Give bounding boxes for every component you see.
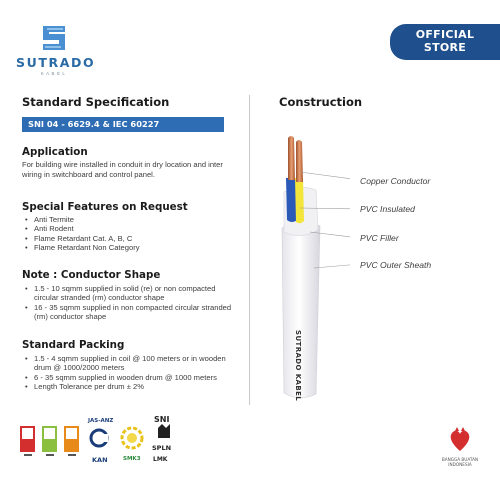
list-item: • 1.5 - 10 sqmm supplied in solid (re) or non compacted circular stranded (rm) conductor shape [22,284,242,303]
safety-cert-icon [64,426,79,456]
list-item: • Anti Rodent [22,224,242,233]
application-text: For building wire installed in conduit in dry location and inter wiring in switchboard and control panel. [22,160,223,179]
yellow-insulation [295,178,304,223]
list-item: • Length Tolerance per drum ± 2% [22,382,242,391]
svg-text:LMK: LMK [153,456,168,463]
garuda-heart-icon [447,425,473,453]
brand-subtitle: KABEL [40,71,68,76]
bbi-line-2: INDONESIA [448,461,472,467]
svg-text:JAS-ANZ: JAS-ANZ [88,418,114,424]
svg-text:SPLN: SPLN [152,444,172,452]
brand-name: SUTRADO [16,55,96,70]
label-pvc-insulated: PVC Insulated [360,204,415,214]
leader-copper [300,172,350,180]
label-copper-conductor: Copper Conductor [360,176,431,186]
note-list [22,284,242,322]
jas-anz-kan-icon [87,418,113,464]
copper-conductor-1 [288,136,295,180]
sutrado-logo [16,22,96,76]
list-item: • Anti Termite [22,215,242,224]
sutrado-s-icon [37,22,71,54]
quality-cert-icon [20,426,35,456]
list-item: • Flame Retardant Non Category [22,243,242,252]
application-title: Application [22,146,88,158]
copper-conductor-2 [296,140,303,182]
bbi-line-1: BANGGA BUATAN [441,457,479,462]
note-title: Note : Conductor Shape [22,269,161,281]
label-pvc-outer-sheath: PVC Outer Sheath [360,260,432,270]
smk3-icon [122,428,142,462]
cable-illustration [270,128,350,406]
environment-cert-icon [42,426,57,456]
svg-text:SNI: SNI [154,415,170,424]
official-store-badge [390,24,500,60]
svg-text:SMK3: SMK3 [123,456,141,462]
leader-sheath [314,264,350,268]
features-title: Special Features on Request [22,201,188,213]
column-divider [249,95,250,405]
construction-title: Construction [279,95,363,109]
list-item: • 6 - 35 sqmm supplied in wooden drum @ 1000 meters [22,373,242,382]
bangga-buatan-indonesia-logo [440,425,480,467]
label-pvc-filler: PVC Filler [360,233,399,243]
standard-spec-bar: SNI 04 - 6629.4 & IEC 60227 [22,117,224,132]
packing-title: Standard Packing [22,339,125,351]
list-item: • 1.5 - 4 sqmm supplied in coil @ 100 meters or in wooden drum @ 1000/2000 meters [22,354,242,373]
badge-line-2: STORE [423,41,467,54]
list-item: • Flame Retardant Cat. A, B, C [22,234,242,243]
badge-line-1: OFFICIAL [415,28,475,41]
certification-logos [20,408,190,478]
list-item: • 16 - 35 sqmm supplied in non compacted circular stranded (rm) conductor shape [22,303,242,322]
standard-spec-title: Standard Specification [22,95,170,109]
packing-list [22,354,242,392]
svg-text:KAN: KAN [92,456,108,464]
cable-print: SUTRADO KABEL [294,330,302,402]
features-list [22,215,242,253]
sni-spln-lmk-icon [152,415,171,463]
